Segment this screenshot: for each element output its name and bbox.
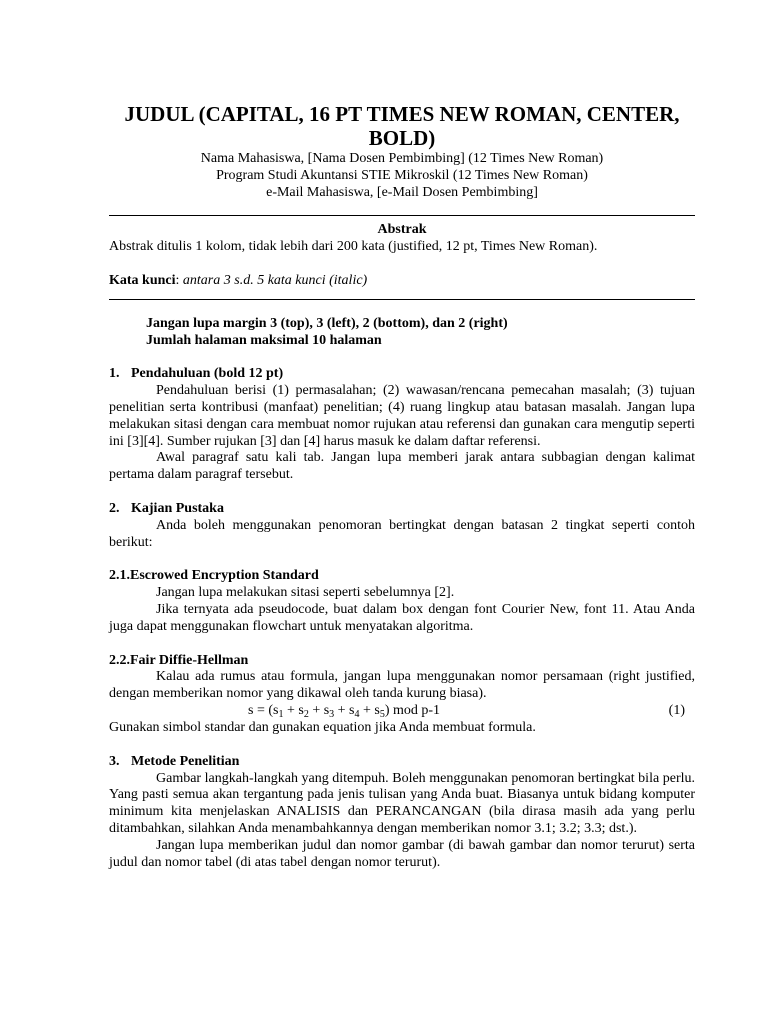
section-title: Kajian Pustaka [131,500,224,516]
section-heading-literature [109,501,695,518]
paragraph: Gunakan simbol standar dan gunakan equation jika Anda membuat formula. [109,719,536,735]
section-number: 2. [109,500,120,516]
section-heading-introduction [109,366,695,383]
paragraph: Pendahuluan berisi (1) permasalahan; (2) wawasan/rencana pemecahan masalah; (3) tujuan penelitian serta kontribusi (manfaat) penelitian; (4) ruang lingkup atau batasan masalah. Jangan lupa melakukan sitasi dengan cara membuat nomor rujukan atau referensi dan gunakan cara mengutip seperti ini [3][4]. Sumber rujukan [3] dan [4] harus masuk ke dalam daftar referensi. [109,383,695,449]
paragraph: Kalau ada rumus atau formula, jangan lupa menggunakan nomor persamaan (right justified, dengan memberikan nomor yang dikawal oleh tanda kurung biasa). [109,669,695,702]
keywords-line [109,273,695,290]
author-emails: e-Mail Mahasiswa, [e-Mail Dosen Pembimbing] [266,184,538,200]
section-title: Metode Penelitian [131,753,240,769]
paragraph: Jangan lupa melakukan sitasi seperti sebelumnya [2]. [156,585,455,601]
paragraph: Anda boleh menggunakan penomoran bertingkat dengan batasan 2 tingkat seperti contoh berikut: [109,517,695,550]
note-margin: Jangan lupa margin 3 (top), 3 (left), 2 (bottom), dan 2 (right) [146,315,508,331]
keywords-value: antara 3 s.d. 5 kata kunci (italic) [182,272,368,288]
paragraph: Jangan lupa memberikan judul dan nomor gambar (di bawah gambar dan nomor terurut) serta judul dan nomor tabel (di atas tabel dengan nomor terurut). [109,837,695,870]
section-number: 1. [109,366,120,382]
abstract-text: Abstrak ditulis 1 kolom, tidak lebih dari 200 kata (justified, 12 pt, Times New Roman). [109,239,598,255]
author-affiliation: Program Studi Akuntansi STIE Mikroskil (12 Times New Roman) [216,167,588,183]
paragraph: Awal paragraf satu kali tab. Jangan lupa memberi jarak antara subbagian dengan kalimat pertama dalam paragraf tersebut. [109,450,695,483]
author-names: Nama Mahasiswa, [Nama Dosen Pembimbing] (12 Times New Roman) [200,151,604,166]
equation-number: (1) [668,702,685,718]
subsection-heading-escrowed: 2.1.Escrowed Encryption Standard [109,568,319,584]
keywords-label: Kata kunci [109,272,176,288]
keywords-separator: : [175,272,183,288]
abstract-top-divider [109,215,695,216]
abstract-section [109,222,695,289]
format-notes [109,316,695,350]
note-page-limit: Jumlah halaman maksimal 10 halaman [146,332,382,348]
author-block [109,151,695,201]
section-title: Pendahuluan (bold 12 pt) [131,366,284,382]
equation-line [109,703,695,720]
equation: $s = (s_1 + s_2 + s_3 + s_4 + s_5)$ mod p-1 [248,702,441,720]
section-number: 3. [109,753,120,769]
section-heading-method [109,754,695,771]
abstract-heading: Abstrak [377,222,427,238]
paper-title: JUDUL (CAPITAL, 16 PT TIMES NEW ROMAN, CENTER, BOLD) [124,102,680,150]
paragraph: Jika ternyata ada pseudocode, buat dalam box dengan font Courier New, font 11. Atau Anda juga dapat menggunakan flowchart untuk menyatakan algoritma. [109,601,695,634]
subsection-heading-diffie-hellman: 2.2.Fair Diffie-Hellman [109,652,249,668]
abstract-bottom-divider [109,299,695,300]
paragraph: Gambar langkah-langkah yang ditempuh. Boleh menggunakan penomoran bertingkat bila perlu. Yang pasti semua akan tergantung pada jenis tulisan yang Anda buat. Biasanya untuk bidang komputer minimum kita menjelaskan ANALISIS dan PERANCANGAN (bila dirasa masih ada yang perlu ditambahkan, silahkan Anda menambahkannya dengan memberikan nomor 3.1; 3.2; 3.3; dst.). [109,770,695,836]
